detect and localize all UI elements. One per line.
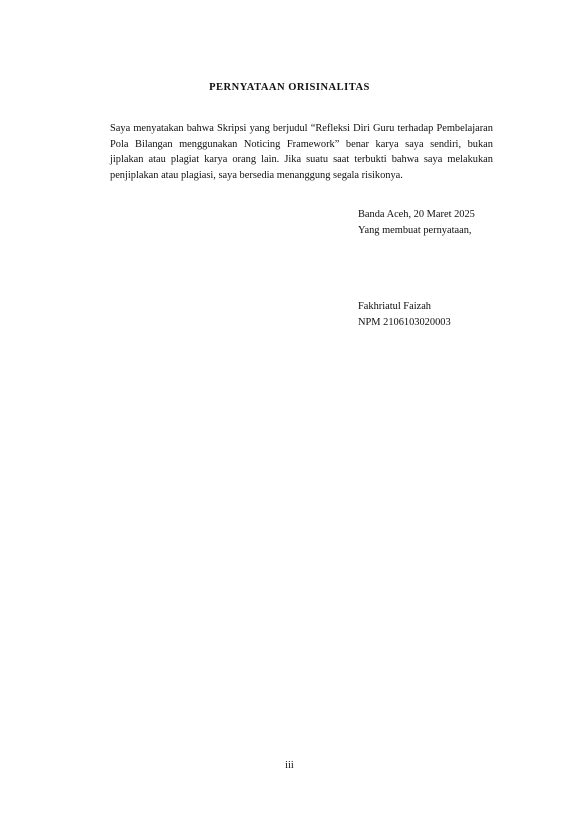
signer-name: Fakhriatul Faizah bbox=[358, 301, 432, 312]
signature-header bbox=[358, 207, 475, 238]
originality-statement-paragraph: Saya menyatakan bahwa Skripsi yang berjudul “Refleksi Diri Guru terhadap Pembelajaran Pola Bilangan menggunakan Noticing Framework” benar karya saya sendiri, bukan jiplakan atau plagiat karya orang lain. Jika suatu saat terbukti bahwa saya melakukan penjiplakan atau plagiasi, saya bersedia menanggung segala risikonya. bbox=[110, 123, 493, 181]
document-title: PERNYATAAN ORISINALITAS bbox=[209, 82, 370, 93]
signer-npm: NPM 2106103020003 bbox=[358, 316, 451, 328]
page-number: iii bbox=[285, 760, 294, 771]
signer-details bbox=[358, 299, 451, 330]
declarant-label: Yang membuat pernyataan, bbox=[358, 224, 472, 236]
place-date: Banda Aceh, 20 Maret 2025 bbox=[358, 209, 475, 220]
